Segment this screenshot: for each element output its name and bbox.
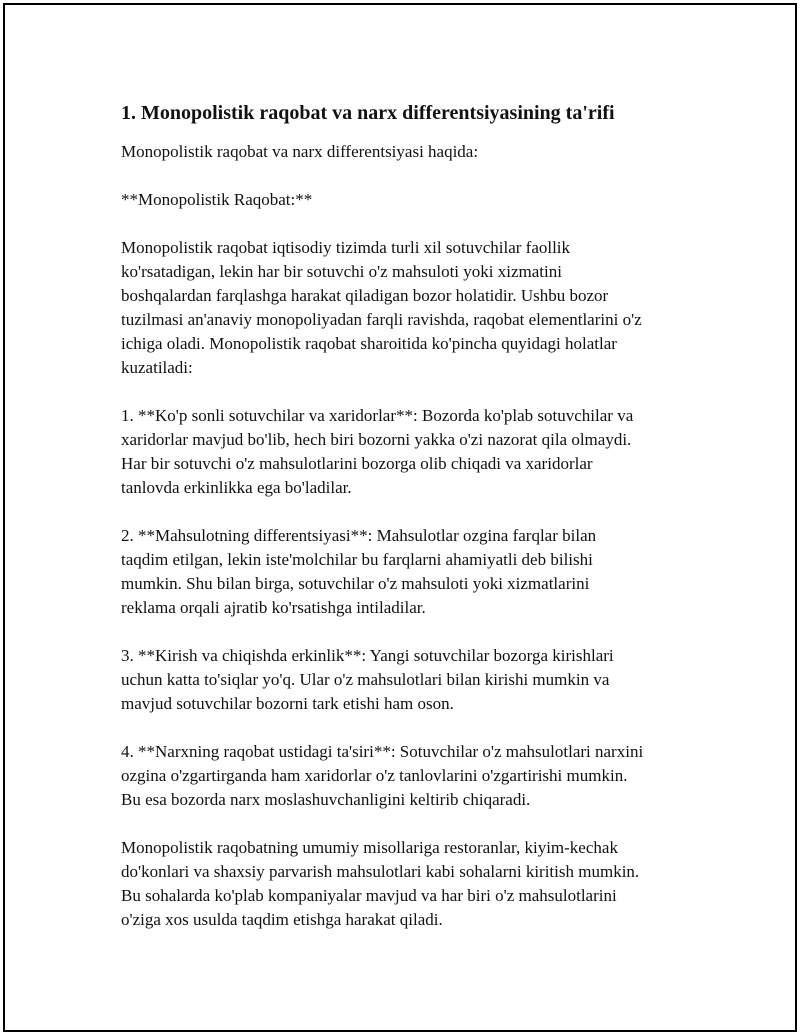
document-content	[121, 99, 711, 956]
paragraph-line: xaridorlar mavjud bo'lib, hech biri bozorni yakka o'zi nazorat qila olmaydi.	[121, 430, 632, 449]
paragraph-line: ichiga oladi. Monopolistik raqobat sharoitida ko'pincha quyidagi holatlar	[121, 334, 617, 353]
paragraph-examples	[121, 836, 711, 932]
paragraph-line: Har bir sotuvchi o'z mahsulotlarini bozorga olib chiqadi va xaridorlar	[121, 454, 593, 473]
paragraph-line: kuzatiladi:	[121, 358, 193, 377]
paragraph-line: uchun katta to'siqlar yo'q. Ular o'z mahsulotlari bilan kirishi mumkin va	[121, 670, 610, 689]
document-title: 1. Monopolistik raqobat va narx differentsiyasining ta'rifi	[121, 102, 615, 124]
paragraph-line: Monopolistik raqobatning umumiy misollariga restoranlar, kiyim-kechak	[121, 838, 618, 857]
paragraph-line: tanlovda erkinlikka ega bo'ladilar.	[121, 478, 352, 497]
paragraph-heading	[121, 188, 711, 212]
paragraph-line: mavjud sotuvchilar bozorni tark etishi ham oson.	[121, 694, 454, 713]
paragraph-line: boshqalardan farqlashga harakat qiladigan bozor holatidir. Ushbu bozor	[121, 286, 609, 305]
paragraph-definition	[121, 236, 711, 380]
list-item-4	[121, 740, 711, 812]
paragraph-intro	[121, 140, 711, 164]
document-page	[3, 3, 797, 1032]
paragraph-line: mumkin. Shu bilan birga, sotuvchilar o'z mahsuloti yoki xizmatlarini	[121, 574, 590, 593]
paragraph-line: Bu esa bozorda narx moslashuvchanligini keltirib chiqaradi.	[121, 790, 531, 809]
paragraph-line: Monopolistik raqobat iqtisodiy tizimda turli xil sotuvchilar faollik	[121, 238, 571, 257]
paragraph-line: do'konlari va shaxsiy parvarish mahsulotlari kabi sohalarni kiritish mumkin.	[121, 862, 640, 881]
paragraph-line: 3. **Kirish va chiqishda erkinlik**: Yangi sotuvchilar bozorga kirishlari	[121, 646, 614, 665]
paragraph-line: o'ziga xos usulda taqdim etishga harakat qiladi.	[121, 910, 443, 929]
paragraph-line: taqdim etilgan, lekin iste'molchilar bu farqlarni ahamiyatli deb bilishi	[121, 550, 593, 569]
paragraph-line: 4. **Narxning raqobat ustidagi ta'siri**: Sotuvchilar o'z mahsulotlari narxini	[121, 742, 644, 761]
paragraph-line: ko'rsatadigan, lekin har bir sotuvchi o'z mahsuloti yoki xizmatini	[121, 262, 562, 281]
paragraph-line: Monopolistik raqobat va narx differentsiyasi haqida:	[121, 142, 479, 161]
paragraph-line: tuzilmasi an'anaviy monopoliyadan farqli ravishda, raqobat elementlarini o'z	[121, 310, 642, 329]
paragraph-line: **Monopolistik Raqobat:**	[121, 190, 313, 209]
paragraph-line: 1. **Ko'p sonli sotuvchilar va xaridorlar**: Bozorda ko'plab sotuvchilar va	[121, 406, 634, 425]
list-item-3	[121, 644, 711, 716]
paragraph-line: ozgina o'zgartirganda ham xaridorlar o'z tanlovlarini o'zgartirishi mumkin.	[121, 766, 628, 785]
paragraph-line: reklama orqali ajratib ko'rsatishga intiladilar.	[121, 598, 426, 617]
paragraph-line: Bu sohalarda ko'plab kompaniyalar mavjud va har biri o'z mahsulotlarini	[121, 886, 617, 905]
paragraph-line: 2. **Mahsulotning differentsiyasi**: Mahsulotlar ozgina farqlar bilan	[121, 526, 597, 545]
list-item-2	[121, 524, 711, 620]
list-item-1	[121, 404, 711, 500]
